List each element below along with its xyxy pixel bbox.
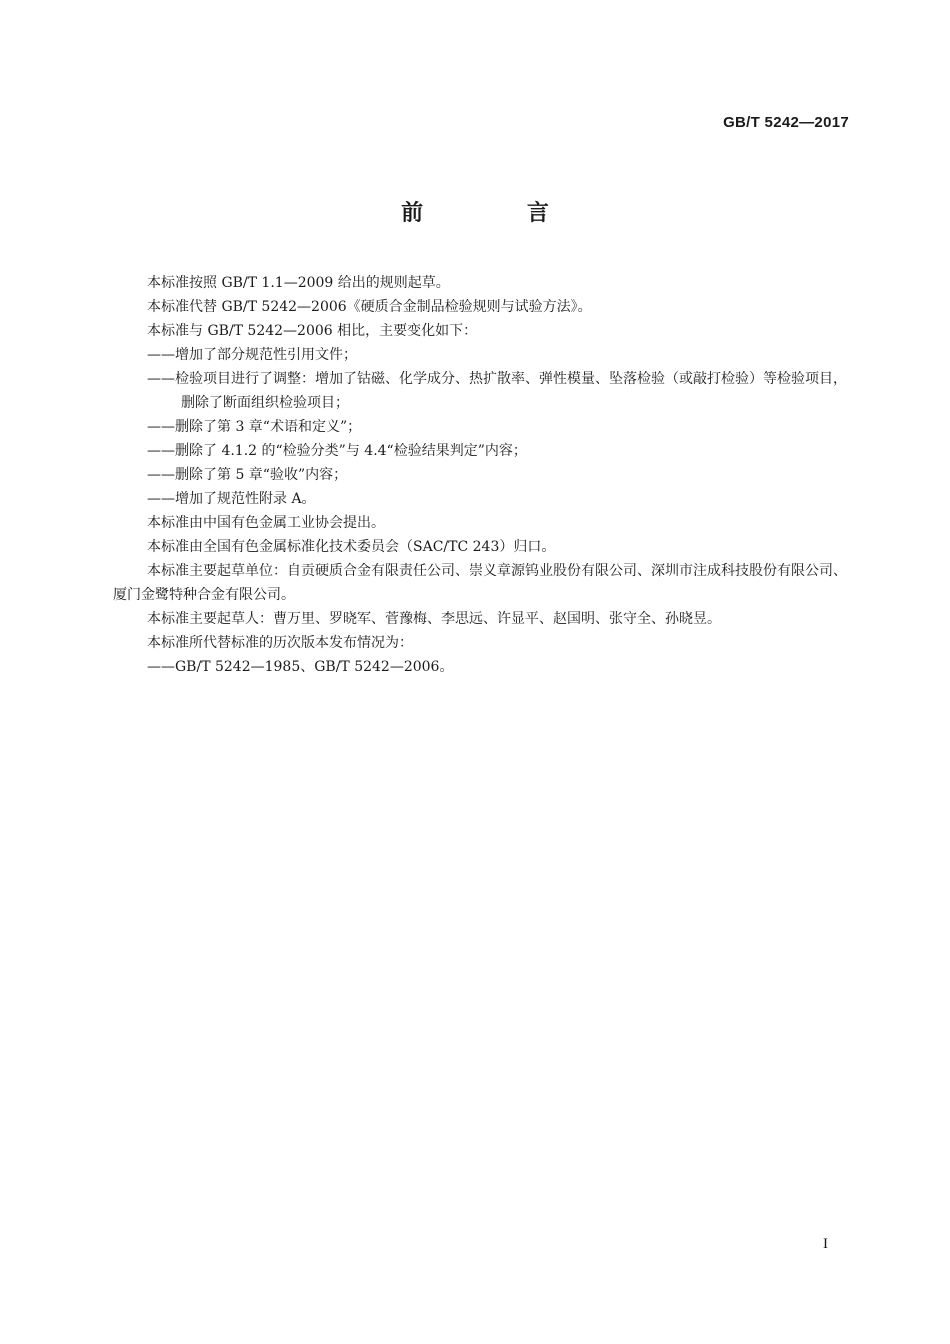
drafting-units-paragraph: 本标准主要起草单位：自贡硬质合金有限责任公司、崇义章源钨业股份有限公司、深圳市注成科技股份有限公司、厦门金鹭特种合金有限公司。 xyxy=(113,563,847,603)
change-list-item: ——增加了规范性附录 A。 xyxy=(147,491,316,507)
foreword-paragraph: 本标准由全国有色金属标准化技术委员会（SAC/TC 243）归口。 xyxy=(147,539,556,555)
page-number: I xyxy=(823,1236,828,1252)
change-list-item: ——增加了部分规范性引用文件； xyxy=(147,347,357,363)
change-list-item: ——检验项目进行了调整：增加了钴磁、化学成分、热扩散率、弹性模量、坠落检验（或敲打检验）等检验项目，删除了断面组织检验项目； xyxy=(147,371,847,411)
change-list-item: ——删除了第 5 章“验收”内容； xyxy=(147,467,348,483)
change-list-item: ——删除了 4.1.2 的“检验分类”与 4.4“检验结果判定”内容； xyxy=(147,443,527,459)
previous-versions-item: ——GB/T 5242—1985、GB/T 5242—2006。 xyxy=(147,659,454,675)
standard-number: GB/T 5242—2017 xyxy=(723,114,849,131)
change-list-item: ——删除了第 3 章“术语和定义”； xyxy=(147,419,362,435)
page-title: 前 言 xyxy=(401,201,597,226)
foreword-paragraph: 本标准代替 GB/T 5242—2006《硬质合金制品检验规则与试验方法》。 xyxy=(147,299,592,315)
foreword-paragraph: 本标准按照 GB/T 1.1—2009 给出的规则起草。 xyxy=(147,275,450,291)
foreword-body xyxy=(113,271,850,679)
foreword-paragraph: 本标准所代替标准的历次版本发布情况为： xyxy=(147,635,413,651)
drafters-paragraph: 本标准主要起草人：曹万里、罗晓军、菅豫梅、李思远、许显平、赵国明、张守全、孙晓昱。 xyxy=(147,611,721,627)
foreword-paragraph: 本标准与 GB/T 5242—2006 相比，主要变化如下： xyxy=(147,323,478,339)
foreword-paragraph: 本标准由中国有色金属工业协会提出。 xyxy=(147,515,385,531)
